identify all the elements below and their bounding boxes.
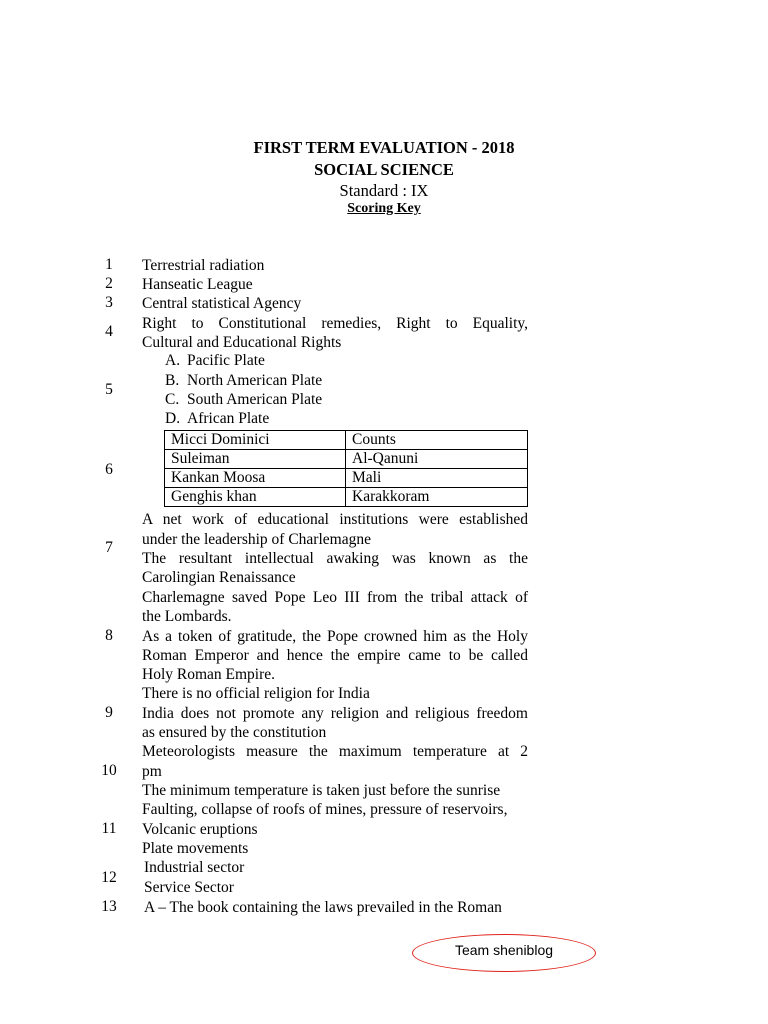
answer-4-line-2: Cultural and Educational Rights — [142, 334, 342, 351]
list-text: South American Plate — [187, 391, 323, 408]
question-number-2: 2 — [105, 275, 113, 292]
list-item — [165, 391, 322, 409]
answer-7-line-3: The resultant intellectual awaking was known as the — [142, 550, 528, 567]
question-number-3: 3 — [105, 294, 113, 311]
table-cell: Suleiman — [165, 450, 346, 469]
answer-7-line-1: A net work of educational institutions were established — [142, 511, 528, 528]
answer-7-line-4: Carolingian Renaissance — [142, 569, 296, 586]
answer-4-line-1: Right to Constitutional remedies, Right to Equality, — [142, 315, 528, 332]
answer-10-line-1: Meteorologists measure the maximum temperature at 2 — [142, 743, 528, 760]
list-letter: A. — [165, 352, 181, 369]
table-cell: Micci Dominici — [165, 431, 346, 450]
list-letter: D. — [165, 410, 181, 427]
list-text: North American Plate — [187, 372, 323, 389]
table-cell: Genghis khan — [165, 488, 346, 507]
answer-10-line-3: The minimum temperature is taken just before the sunrise — [142, 782, 501, 799]
question-number-11: 11 — [101, 820, 117, 837]
standard-label: Standard : IX — [339, 181, 429, 200]
subject-title: SOCIAL SCIENCE — [314, 160, 454, 179]
list-letter: B. — [165, 372, 180, 389]
answer-8-line-5: Holy Roman Empire. — [142, 666, 276, 683]
question-number-1: 1 — [105, 256, 113, 273]
table-row — [165, 488, 528, 507]
scoring-key-heading: Scoring Key — [347, 201, 421, 216]
list-item — [165, 352, 265, 370]
answer-3: Central statistical Agency — [142, 295, 302, 312]
answer-2: Hanseatic League — [142, 276, 253, 293]
answer-8-line-2: the Lombards. — [142, 608, 232, 625]
answer-9-line-1: There is no official religion for India — [142, 685, 370, 702]
table-cell: Mali — [346, 469, 528, 488]
question-number-13: 13 — [101, 898, 117, 915]
question-number-10: 10 — [101, 762, 117, 779]
match-table — [164, 430, 528, 507]
list-letter: C. — [165, 391, 180, 408]
list-item — [165, 410, 269, 428]
answer-9-line-3: as ensured by the constitution — [142, 724, 327, 741]
question-number-4: 4 — [105, 323, 113, 340]
page-title: FIRST TERM EVALUATION - 2018 — [253, 138, 515, 157]
answer-10-line-2: pm — [142, 763, 162, 780]
answer-11-line-1: Faulting, collapse of roofs of mines, pressure of reservoirs, — [142, 801, 508, 818]
table-cell: Counts — [346, 431, 528, 450]
table-row — [165, 469, 528, 488]
list-text: Pacific Plate — [187, 352, 265, 369]
question-number-6: 6 — [105, 461, 113, 478]
answer-13: A – The book containing the laws prevailed in the Roman — [144, 899, 502, 916]
answer-8-line-1: Charlemagne saved Pope Leo III from the tribal attack of — [142, 589, 528, 606]
question-number-8: 8 — [105, 627, 113, 644]
question-number-12: 12 — [101, 869, 117, 886]
list-item — [165, 372, 322, 390]
table-row — [165, 450, 528, 469]
answer-8-line-4: Roman Emperor and hence the empire came to be called — [142, 647, 528, 664]
table-row — [165, 431, 528, 450]
table-cell: Al-Qanuni — [346, 450, 528, 469]
table-cell: Kankan Moosa — [165, 469, 346, 488]
question-number-9: 9 — [105, 704, 113, 721]
table-cell: Karakkoram — [346, 488, 528, 507]
answer-9-line-2: India does not promote any religion and religious freedom — [142, 705, 528, 722]
answer-12-line-1: Industrial sector — [144, 859, 245, 876]
answer-11-line-3: Plate movements — [142, 840, 249, 857]
answer-11-line-2: Volcanic eruptions — [142, 821, 258, 838]
answer-7-line-2: under the leadership of Charlemagne — [142, 531, 371, 548]
answer-8-line-3: As a token of gratitude, the Pope crowned him as the Holy — [142, 628, 528, 645]
watermark-badge: Team sheniblog — [412, 934, 596, 972]
answer-12-line-2: Service Sector — [144, 879, 234, 896]
answer-1: Terrestrial radiation — [142, 257, 265, 274]
question-number-7: 7 — [105, 539, 113, 556]
question-number-5: 5 — [105, 381, 113, 398]
list-text: African Plate — [187, 410, 270, 427]
